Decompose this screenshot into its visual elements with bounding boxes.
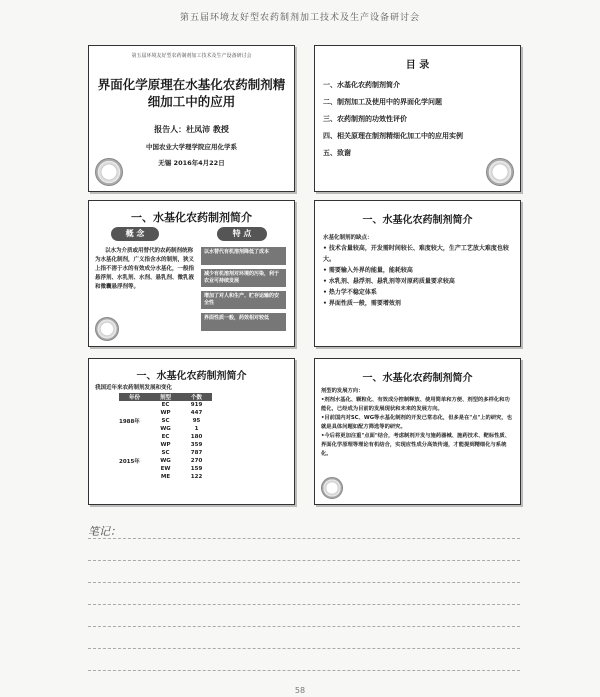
concept-text: 以水为介质或用替代的农药制剂统称为水基化制剂，广义指含水的制剂，狭义上指不溶于水的有效成分水基化，一般指悬浮剂、水乳剂、水剂、悬乳剂、微乳液和微囊悬浮剂等。 [95,248,195,290]
university-logo-icon [321,477,343,499]
slide-title: 一、水基化农药制剂简介 [362,373,473,384]
note-line [88,626,520,627]
contents-list [323,80,463,165]
table-row [119,441,212,449]
drawback-item: • 水乳剂、悬浮剂、悬乳剂等对原药质量要求较高 [323,278,455,285]
year-cell [119,433,150,441]
table-row [119,473,212,481]
slide-contents [314,45,521,192]
header-year: 年份 [119,393,150,401]
count-cell: 270 [190,458,203,464]
direction-intro: 剂型的发展方向： [321,388,364,394]
direction-paragraph: •目前国内对SC、WG等水基化制剂的开发已常态化，但多是在"点"上的研究，也就是具体问题如配方筛选等的研究。 [321,415,513,430]
drawbacks-list [323,243,513,309]
formulation-table [119,393,212,481]
slide-title [88,45,295,192]
year-cell [119,465,150,473]
form-cell: WG [160,458,171,464]
notes-label: 笔记： [88,525,121,538]
form-cell: EW [160,466,171,472]
direction-paragraph: •剂剂水基化、颗粒化、有效成分控制释放、使用简单和方便、剂型的多样化和功能化，已经成为目前的发展现状和未来的发展方向。 [321,397,510,412]
year-cell: 2015年 [119,459,140,465]
note-line [88,670,520,671]
page-number: 58 [294,686,306,695]
affiliation: 中国农业大学理学院应用化学系 [146,143,237,151]
feature-box: 以水替代有机溶剂降低了成本 [201,247,286,265]
university-logo-icon [95,317,119,341]
note-line [88,560,520,561]
count-cell: 359 [190,442,203,448]
table-header-row [119,393,212,401]
contents-item: 五、致谢 [323,149,351,157]
table-row [119,465,212,473]
table-row [119,449,212,457]
note-line [88,604,520,605]
page-header: 第五届环境友好型农药制剂加工技术及生产设备研讨会 [179,13,420,23]
direction-text [321,387,514,459]
drawback-item: • 界面性质一般，需要增效剂 [323,300,401,307]
year-cell [119,425,150,433]
count-cell: 919 [190,402,203,408]
drawback-item: • 技术含量较高，开发需时间较长、难度较大，生产工艺放大难度也较大。 [323,245,509,263]
year-cell [119,473,150,481]
table-row [119,457,212,465]
form-cell: WP [160,410,171,416]
slide-title: 目 录 [405,60,430,71]
note-line [88,538,520,539]
presenter: 报告人：杜凤沛 教授 [154,125,229,134]
table-row [119,409,212,417]
form-cell: WG [160,426,171,432]
slide-intro-concept [88,200,295,347]
table-row [119,425,212,433]
count-cell: 787 [190,450,203,456]
contents-item: 三、农药制剂的功效性评价 [323,115,407,123]
slide-drawbacks [314,200,521,347]
slide-title: 一、水基化农药制剂简介 [136,371,247,382]
header-form: 剂型 [150,393,181,401]
contents-item: 四、相关原理在制剂精细化加工中的应用实例 [323,132,463,140]
form-cell: SC [161,450,170,456]
drawback-item: • 热力学不稳定体系 [323,289,377,296]
university-logo-icon [95,158,123,186]
slide-main-title: 界面化学原理在水基化农药制剂精细加工中的应用 [97,77,286,109]
year-cell [119,409,150,417]
feature-box: 减少有机溶剂对环境的污染，利于农业可持续发展 [201,269,286,287]
count-cell: 95 [192,418,201,424]
feature-box: 界面性质一般，药效相对较低 [201,313,286,331]
place-date: 无锡 2016年4月22日 [158,159,225,167]
direction-paragraph: •今后将更加注重"点面"结合，考虑制剂开发与施药器械、施药技术、靶标性质、界面化学原理等理论有机结合，实现应性成分高效传递，才能提到精细化与系统化。 [321,433,511,457]
form-cell: EC [161,434,170,440]
count-cell: 122 [190,474,203,480]
year-cell [119,401,150,409]
conference-name: 第五届环境友好型农药制剂加工技术及生产设备研讨会 [131,53,252,59]
year-cell: 1988年 [119,419,140,425]
form-cell: ME [160,474,171,480]
count-cell: 1 [194,426,199,432]
contents-item: 一、水基化农药制剂简介 [323,81,400,89]
count-cell: 159 [190,466,203,472]
form-cell: WP [160,442,171,448]
note-line [88,648,520,649]
year-cell [119,441,150,449]
form-cell: SC [161,418,170,424]
slide-development-direction [314,358,521,505]
feature-box: 增加了对人和生产、贮存运输的安全性 [201,291,286,309]
slide-title: 一、水基化农药制剂简介 [131,211,252,224]
year-cell [119,449,150,457]
slide-formulation-table [88,358,295,505]
concept-label: 概 念 [111,227,159,241]
table-row [119,401,212,409]
note-line [88,582,520,583]
drawbacks-intro: 水基化制剂的缺点： [323,235,373,241]
slide-title: 一、水基化农药制剂简介 [362,215,473,226]
header-count: 个数 [181,393,212,401]
contents-item: 二、制剂加工及使用中的界面化学问题 [323,98,442,106]
count-cell: 447 [190,410,203,416]
form-cell: EC [161,402,170,408]
features-label: 特 点 [217,227,267,241]
table-caption: 我国近年来农药制剂发展和变化 [95,385,173,391]
university-logo-icon [486,158,514,186]
drawback-item: • 需要输入外界的能量，能耗较高 [323,267,413,274]
table-row [119,417,212,425]
count-cell: 180 [190,434,203,440]
table-row [119,433,212,441]
